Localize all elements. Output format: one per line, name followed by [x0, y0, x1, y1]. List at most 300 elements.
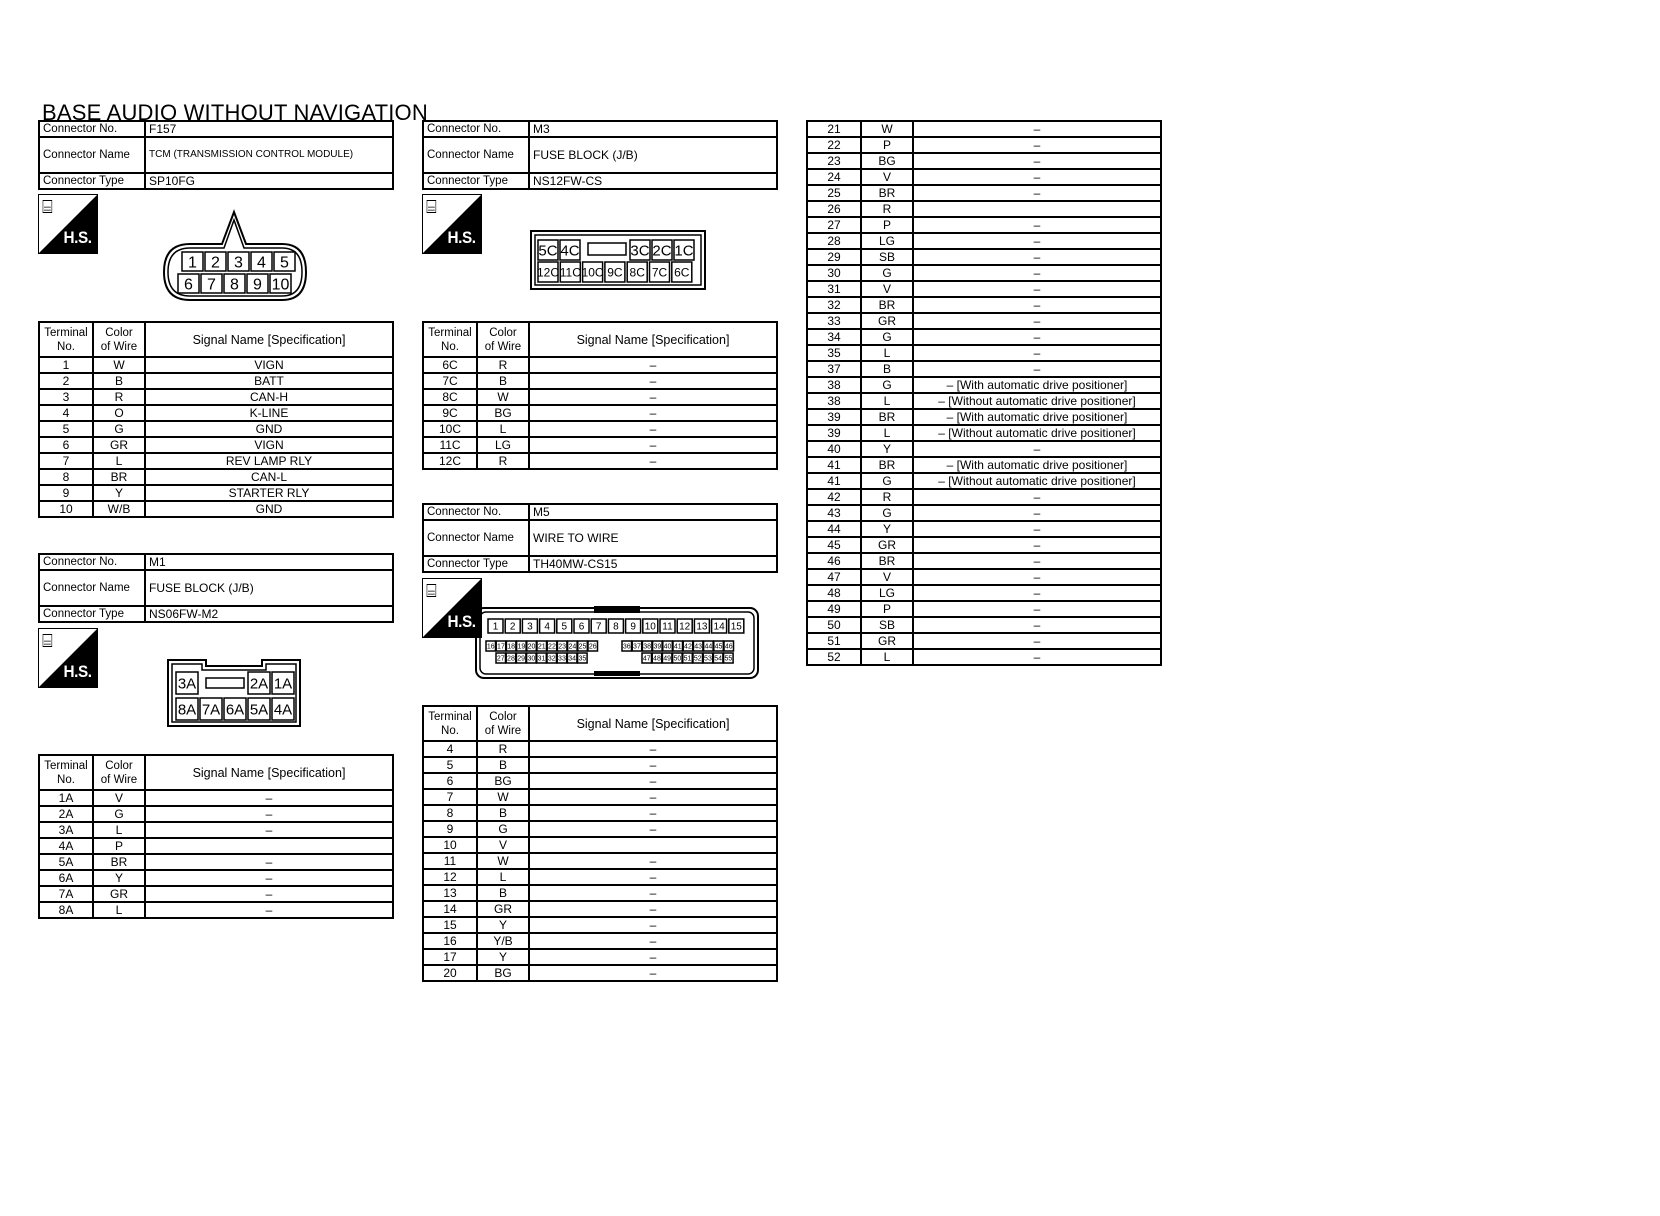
signal-name-cell: – — [529, 373, 777, 389]
wire-color-cell: GR — [477, 901, 529, 917]
pin-label: 50 — [673, 655, 682, 663]
signal-name-cell: – — [145, 870, 393, 886]
pin-label: 35 — [578, 655, 587, 663]
signal-name-cell: – — [529, 741, 777, 757]
pin-label: 3A — [177, 675, 197, 693]
signal-name-cell: – — [913, 169, 1161, 185]
terminal-no-cell: 22 — [807, 137, 861, 153]
pin-label: 6 — [578, 621, 585, 633]
signal-header: Signal Name [Specification] — [529, 322, 777, 357]
pin-label: 9C — [607, 265, 623, 280]
terminal-no-cell: 4A — [39, 838, 93, 854]
table-row — [39, 437, 393, 453]
terminal-no-cell: 6A — [39, 870, 93, 886]
table-row — [423, 741, 777, 757]
pin-label: 28 — [507, 655, 515, 663]
table-row — [807, 457, 1161, 473]
m5-connector-type: TH40MW-CS15 — [529, 556, 777, 572]
table-row — [39, 790, 393, 806]
wire-color-cell: G — [861, 329, 913, 345]
wire-color-cell: BG — [477, 965, 529, 981]
pin-label: 38 — [643, 643, 652, 651]
connector-no-label: Connector No. — [423, 121, 529, 137]
terminal-no-cell: 6 — [423, 773, 477, 789]
signal-name-cell: – — [913, 585, 1161, 601]
pin-label: 6C — [674, 265, 690, 280]
signal-name-cell: STARTER RLY — [145, 485, 393, 501]
pin-label: 7C — [651, 265, 668, 280]
table-row — [39, 822, 393, 838]
connector-type-label: Connector Type — [39, 173, 145, 189]
wire-color-cell: B — [477, 885, 529, 901]
wire-color-cell: W/B — [93, 501, 145, 517]
pin-label: 13 — [696, 621, 708, 633]
wire-color-cell: BG — [477, 773, 529, 789]
table-row — [423, 933, 777, 949]
wire-color-cell: BR — [861, 457, 913, 473]
terminal-no-cell: 5 — [39, 421, 93, 437]
table-row — [39, 902, 393, 918]
wire-color-cell: R — [861, 489, 913, 505]
table-row — [39, 501, 393, 517]
m1-terminal-table — [38, 754, 394, 919]
terminal-no-cell: 3 — [39, 389, 93, 405]
table-row — [807, 537, 1161, 553]
table-row — [39, 453, 393, 469]
terminal-no-cell: 5A — [39, 854, 93, 870]
signal-name-cell: – [Without automatic drive positioner] — [913, 425, 1161, 441]
connector-name-label: Connector Name — [39, 137, 145, 173]
table-row — [807, 425, 1161, 441]
wire-color-cell: B — [861, 361, 913, 377]
terminal-no-cell: 7 — [39, 453, 93, 469]
terminal-no-cell: 21 — [807, 121, 861, 137]
pin-label: 42 — [684, 643, 692, 651]
wire-color-cell: L — [477, 869, 529, 885]
signal-name-cell: – — [529, 757, 777, 773]
wire-color-cell: BG — [861, 153, 913, 169]
signal-name-cell: – — [529, 453, 777, 469]
wire-color-cell: GR — [861, 537, 913, 553]
table-row — [807, 233, 1161, 249]
pin-label: 11 — [662, 621, 673, 633]
pin-label: 49 — [663, 655, 672, 663]
table-row — [39, 838, 393, 854]
pin-label: 51 — [683, 655, 692, 663]
wire-color-cell: BR — [861, 297, 913, 313]
pin-label: 52 — [693, 655, 702, 663]
terminal-no-cell: 29 — [807, 249, 861, 265]
wire-color-cell: G — [861, 377, 913, 393]
table-row — [807, 361, 1161, 377]
signal-name-cell: – — [529, 805, 777, 821]
pin-label: 8C — [629, 265, 645, 280]
terminal-no-cell: 26 — [807, 201, 861, 217]
table-row — [807, 121, 1161, 137]
hs-view-icon: ⌸ H.S. — [38, 628, 98, 688]
signal-name-cell: – — [145, 822, 393, 838]
wire-color-cell: Y — [861, 521, 913, 537]
terminal-no-cell: 2 — [39, 373, 93, 389]
wire-color-cell: L — [93, 453, 145, 469]
table-row — [807, 633, 1161, 649]
wire-color-cell: Y — [93, 870, 145, 886]
table-row — [807, 297, 1161, 313]
f157-connector-name: TCM (TRANSMISSION CONTROL MODULE) — [145, 137, 393, 173]
signal-name-cell: – — [913, 505, 1161, 521]
pin-label: 4 — [544, 621, 550, 633]
wire-color-cell: L — [93, 902, 145, 918]
m5-connector-name: WIRE TO WIRE — [529, 520, 777, 556]
signal-name-cell: – — [913, 361, 1161, 377]
signal-name-cell: – — [913, 297, 1161, 313]
table-row — [807, 249, 1161, 265]
pin-label: 53 — [704, 655, 712, 663]
color-header: Color of Wire — [93, 755, 145, 790]
pin-label: 2 — [211, 254, 220, 272]
pin-label: 40 — [663, 643, 672, 651]
wire-color-cell: P — [861, 137, 913, 153]
terminal-no-cell: 45 — [807, 537, 861, 553]
pin-label: 4A — [273, 701, 293, 719]
signal-name-cell: – — [145, 902, 393, 918]
signal-name-cell: – — [529, 901, 777, 917]
signal-name-cell: – — [913, 537, 1161, 553]
terminal-no-cell: 4 — [39, 405, 93, 421]
pin-label: 6A — [225, 701, 245, 719]
pin-label: 26 — [588, 643, 597, 651]
table-row — [423, 389, 777, 405]
table-row — [39, 870, 393, 886]
pin-label: 3 — [527, 621, 533, 633]
table-row — [39, 389, 393, 405]
table-row — [423, 901, 777, 917]
signal-name-cell: – — [529, 421, 777, 437]
pin-label: 32 — [547, 655, 556, 663]
terminal-no-cell: 30 — [807, 265, 861, 281]
signal-name-cell: GND — [145, 501, 393, 517]
terminal-no-cell: 10 — [39, 501, 93, 517]
pin-label: 22 — [548, 643, 556, 651]
pin-label: 45 — [714, 643, 723, 651]
wire-color-cell: LG — [477, 437, 529, 453]
m3-connector-diagram — [530, 230, 706, 290]
table-row — [423, 869, 777, 885]
table-row — [39, 806, 393, 822]
signal-name-cell: – — [913, 345, 1161, 361]
wire-color-cell: V — [861, 569, 913, 585]
wire-color-cell: B — [477, 373, 529, 389]
connector-name-label: Connector Name — [39, 570, 145, 606]
pin-label: 55 — [724, 655, 733, 663]
pin-label: 27 — [496, 655, 505, 663]
table-row — [39, 405, 393, 421]
signal-name-cell: CAN-H — [145, 389, 393, 405]
m1-connector-info — [38, 553, 394, 623]
terminal-no-cell: 2A — [39, 806, 93, 822]
pin-label: 23 — [558, 643, 567, 651]
table-row — [807, 585, 1161, 601]
signal-name-cell: – — [529, 917, 777, 933]
terminal-no-cell: 50 — [807, 617, 861, 633]
signal-header: Signal Name [Specification] — [145, 322, 393, 357]
wire-color-cell: P — [861, 217, 913, 233]
terminal-no-cell: 9 — [423, 821, 477, 837]
m1-connector-type: NS06FW-M2 — [145, 606, 393, 622]
pin-label: 1 — [188, 254, 197, 272]
signal-name-cell: – — [529, 789, 777, 805]
wire-color-cell: Y — [861, 441, 913, 457]
terminal-no-cell: 32 — [807, 297, 861, 313]
m3-connector-info — [422, 120, 778, 190]
wire-color-cell: BR — [861, 185, 913, 201]
wire-color-cell: P — [93, 838, 145, 854]
terminal-no-cell: 41 — [807, 473, 861, 489]
table-row — [423, 853, 777, 869]
table-row — [423, 437, 777, 453]
wire-color-cell: L — [861, 345, 913, 361]
wire-color-cell: BR — [861, 409, 913, 425]
terminal-no-cell: 7C — [423, 373, 477, 389]
table-row — [423, 373, 777, 389]
signal-name-cell: – — [913, 249, 1161, 265]
connector-type-label: Connector Type — [39, 606, 145, 622]
connector-no-label: Connector No. — [39, 121, 145, 137]
m5-connector-info — [422, 503, 778, 573]
terminal-no-cell: 1 — [39, 357, 93, 373]
wire-color-cell: SB — [861, 617, 913, 633]
pin-label: 6 — [184, 276, 193, 294]
signal-name-cell: – — [529, 773, 777, 789]
signal-name-cell: – — [913, 217, 1161, 233]
color-header: Color of Wire — [477, 706, 529, 741]
f157-connector-no: F157 — [145, 121, 393, 137]
signal-name-cell: – [Without automatic drive positioner] — [913, 393, 1161, 409]
wire-color-cell: W — [477, 853, 529, 869]
terminal-no-cell: 13 — [423, 885, 477, 901]
terminal-no-cell: 27 — [807, 217, 861, 233]
table-row — [807, 281, 1161, 297]
signal-name-cell: – — [529, 949, 777, 965]
pin-label: 9 — [253, 276, 262, 294]
terminal-no-cell: 5 — [423, 757, 477, 773]
signal-name-cell: CAN-L — [145, 469, 393, 485]
terminal-no-header: Terminal No. — [423, 322, 477, 357]
wire-color-cell: GR — [93, 437, 145, 453]
signal-name-cell: – — [529, 821, 777, 837]
m5-terminal-table — [422, 705, 778, 982]
signal-name-cell: BATT — [145, 373, 393, 389]
pin-label: 5 — [280, 254, 289, 272]
wire-color-cell: G — [477, 821, 529, 837]
pin-label: 48 — [653, 655, 661, 663]
table-row — [423, 917, 777, 933]
pin-label: 12C — [536, 265, 560, 280]
wire-color-cell: GR — [861, 313, 913, 329]
m3-connector-no: M3 — [529, 121, 777, 137]
signal-name-cell: – — [913, 649, 1161, 665]
wire-color-cell: W — [93, 357, 145, 373]
terminal-no-cell: 41 — [807, 457, 861, 473]
pin-label: 21 — [537, 643, 546, 651]
wire-color-cell: Y — [477, 949, 529, 965]
pin-label: 20 — [527, 643, 536, 651]
wire-color-cell: B — [477, 757, 529, 773]
terminal-no-cell: 9 — [39, 485, 93, 501]
connector-no-label: Connector No. — [423, 504, 529, 520]
hs-view-icon: ⌸ H.S. — [422, 578, 482, 638]
table-row — [423, 789, 777, 805]
connector-icon: ⌸ — [426, 197, 437, 217]
wire-color-cell: LG — [861, 585, 913, 601]
signal-header: Signal Name [Specification] — [145, 755, 393, 790]
terminal-no-cell: 6 — [39, 437, 93, 453]
connector-name-label: Connector Name — [423, 137, 529, 173]
terminal-no-cell: 14 — [423, 901, 477, 917]
pin-label: 1 — [492, 621, 499, 633]
terminal-no-cell: 7 — [423, 789, 477, 805]
terminal-no-cell: 12 — [423, 869, 477, 885]
signal-name-cell — [529, 837, 777, 853]
signal-name-cell: – [With automatic drive positioner] — [913, 377, 1161, 393]
table-row — [39, 485, 393, 501]
pin-label: 2C — [652, 242, 672, 260]
signal-name-cell: – — [145, 886, 393, 902]
page-title: BASE AUDIO WITHOUT NAVIGATION — [42, 100, 428, 125]
pin-label: 39 — [653, 643, 662, 651]
connector-key — [206, 678, 244, 688]
signal-name-cell: – — [145, 806, 393, 822]
terminal-no-cell: 39 — [807, 409, 861, 425]
table-row — [39, 373, 393, 389]
wire-color-cell: GR — [93, 886, 145, 902]
f157-connector-type: SP10FG — [145, 173, 393, 189]
table-row — [807, 329, 1161, 345]
pin-label: 12 — [679, 621, 691, 633]
signal-name-cell: – — [913, 617, 1161, 633]
wire-color-cell: R — [93, 389, 145, 405]
m1-connector-name: FUSE BLOCK (J/B) — [145, 570, 393, 606]
pin-label: 3C — [630, 242, 650, 260]
m3-terminal-table — [422, 321, 778, 470]
terminal-no-cell: 12C — [423, 453, 477, 469]
m5-connector-no: M5 — [529, 504, 777, 520]
table-row — [807, 521, 1161, 537]
pin-label: 10C — [581, 265, 604, 280]
table-row — [807, 489, 1161, 505]
wire-color-cell: Y — [93, 485, 145, 501]
table-row — [807, 569, 1161, 585]
table-row — [423, 421, 777, 437]
pin-label: 5C — [538, 242, 558, 260]
terminal-no-cell: 11C — [423, 437, 477, 453]
table-row — [423, 805, 777, 821]
pin-label: 19 — [517, 643, 526, 651]
pin-label: 44 — [704, 643, 713, 651]
signal-name-cell: – — [913, 553, 1161, 569]
pin-label: 30 — [527, 655, 536, 663]
signal-name-cell: VIGN — [145, 357, 393, 373]
terminal-no-cell: 43 — [807, 505, 861, 521]
terminal-no-cell: 40 — [807, 441, 861, 457]
pin-label: 33 — [558, 655, 566, 663]
wire-color-cell: L — [861, 649, 913, 665]
pin-label: 36 — [622, 643, 631, 651]
table-row — [807, 473, 1161, 489]
m1-connector-diagram — [166, 658, 302, 728]
pin-label: 54 — [714, 655, 723, 663]
terminal-no-cell: 37 — [807, 361, 861, 377]
wire-color-cell: BR — [93, 469, 145, 485]
m1-connector-no: M1 — [145, 554, 393, 570]
hs-view-icon: ⌸ H.S. — [422, 194, 482, 254]
signal-name-cell: – — [913, 153, 1161, 169]
signal-name-cell: – — [913, 137, 1161, 153]
pin-label: 2 — [509, 621, 516, 633]
pin-label: 5 — [561, 621, 568, 633]
terminal-no-cell: 8 — [423, 805, 477, 821]
f157-terminal-table — [38, 321, 394, 518]
pin-label: 8A — [177, 701, 197, 719]
terminal-no-cell: 1A — [39, 790, 93, 806]
terminal-no-cell: 49 — [807, 601, 861, 617]
wire-color-cell: L — [477, 421, 529, 437]
signal-name-cell: – — [529, 965, 777, 981]
terminal-no-cell: 35 — [807, 345, 861, 361]
terminal-no-cell: 46 — [807, 553, 861, 569]
pin-label: 1A — [273, 675, 293, 693]
table-row — [807, 409, 1161, 425]
pin-label: 18 — [507, 643, 516, 651]
table-row — [423, 949, 777, 965]
table-row — [39, 886, 393, 902]
terminal-no-cell: 11 — [423, 853, 477, 869]
terminal-no-header: Terminal No. — [423, 706, 477, 741]
signal-name-cell: GND — [145, 421, 393, 437]
wire-color-cell: BR — [93, 854, 145, 870]
terminal-no-cell: 6C — [423, 357, 477, 373]
m3-connector-name: FUSE BLOCK (J/B) — [529, 137, 777, 173]
table-row — [807, 649, 1161, 665]
terminal-no-cell: 31 — [807, 281, 861, 297]
table-row — [807, 377, 1161, 393]
signal-name-cell: – — [529, 933, 777, 949]
signal-name-cell: – — [913, 441, 1161, 457]
table-row — [807, 441, 1161, 457]
wire-color-cell: P — [861, 601, 913, 617]
pin-label: 47 — [642, 655, 651, 663]
signal-name-cell: – — [913, 633, 1161, 649]
pin-label: 7 — [207, 276, 216, 294]
color-header: Color of Wire — [93, 322, 145, 357]
table-row — [807, 553, 1161, 569]
signal-header: Signal Name [Specification] — [529, 706, 777, 741]
wire-color-cell: BG — [477, 405, 529, 421]
terminal-no-cell: 28 — [807, 233, 861, 249]
f157-connector-diagram — [160, 208, 310, 304]
table-row — [807, 201, 1161, 217]
terminal-no-header: Terminal No. — [39, 322, 93, 357]
connector-no-label: Connector No. — [39, 554, 145, 570]
f157-connector-info — [38, 120, 394, 190]
pin-label: 7A — [201, 701, 221, 719]
signal-name-cell: – — [913, 313, 1161, 329]
table-row — [423, 885, 777, 901]
wire-color-cell: G — [93, 421, 145, 437]
terminal-no-cell: 47 — [807, 569, 861, 585]
pin-label: 24 — [568, 643, 577, 651]
wire-color-cell: G — [93, 806, 145, 822]
